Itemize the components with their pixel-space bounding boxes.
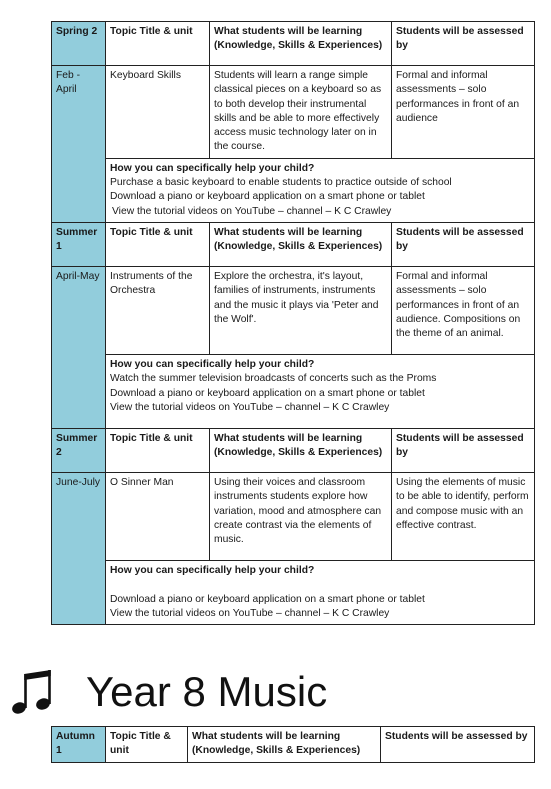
section-content-row xyxy=(52,266,535,354)
help-item: View the tutorial videos on YouTube – channel – K C Crawley xyxy=(110,401,390,413)
section-content-row xyxy=(52,66,535,159)
help-item: View the tutorial videos on YouTube – channel – K C Crawley xyxy=(110,607,390,619)
topic-header: Topic Title & unit xyxy=(106,428,210,472)
learning-description: Using their voices and classroom instruments students explore how variation, mood and atmosphere can create contrast via the elements of music. xyxy=(210,472,392,560)
help-heading: How you can specifically help your child? xyxy=(110,358,315,370)
help-item: Download a piano or keyboard application on a smart phone or tablet xyxy=(110,191,425,203)
learning-header: What students will be learning (Knowledge, Skills & Experiences) xyxy=(188,727,381,763)
period-label: Feb - April xyxy=(52,66,106,223)
help-row xyxy=(52,158,535,222)
learning-description: Students will learn a range simple classical pieces on a keyboard so as to both develop their instrumental skills and be able to more effectively access music technology later on in the course. xyxy=(210,66,392,159)
section-header-row xyxy=(52,428,535,472)
help-item: Download a piano or keyboard application on a smart phone or tablet xyxy=(110,593,425,605)
topic-header: Topic Title & unit xyxy=(106,727,188,763)
term-label: Summer 2 xyxy=(52,428,106,472)
term-label: Autumn 1 xyxy=(52,727,106,763)
music-note-icon xyxy=(10,666,54,718)
curriculum-table xyxy=(51,21,535,625)
assessed-header: Students will be assessed by xyxy=(392,428,535,472)
assessed-header: Students will be assessed by xyxy=(392,222,535,266)
topic-title: Instruments of the Orchestra xyxy=(106,266,210,354)
term-label: Summer 1 xyxy=(52,222,106,266)
help-cell xyxy=(106,560,535,624)
term-label: Spring 2 xyxy=(52,22,106,66)
learning-header: What students will be learning (Knowledge, Skills & Experiences) xyxy=(210,22,392,66)
topic-header: Topic Title & unit xyxy=(106,222,210,266)
help-cell xyxy=(106,158,535,222)
assessed-header: Students will be assessed by xyxy=(392,22,535,66)
help-item: Watch the summer television broadcasts of concerts such as the Proms xyxy=(110,373,437,385)
section-header-row xyxy=(52,22,535,66)
topic-header: Topic Title & unit xyxy=(106,22,210,66)
period-label: April-May xyxy=(52,266,106,428)
learning-header: What students will be learning (Knowledge, Skills & Experiences) xyxy=(210,222,392,266)
help-item xyxy=(110,578,530,592)
assessment-description: Formal and informal assessments – solo performances in front of an audience. Compositions on the theme of an animal. xyxy=(392,266,535,354)
section-header-row xyxy=(52,222,535,266)
assessment-description: Formal and informal assessments – solo performances in front of an audience xyxy=(392,66,535,159)
help-heading: How you can specifically help your child? xyxy=(110,162,315,174)
help-item: Purchase a basic keyboard to enable students to practice outside of school xyxy=(110,177,452,189)
learning-header: What students will be learning (Knowledge, Skills & Experiences) xyxy=(210,428,392,472)
help-item: Download a piano or keyboard application on a smart phone or tablet xyxy=(110,387,425,399)
topic-title: O Sinner Man xyxy=(106,472,210,560)
page-title: Year 8 Music xyxy=(86,668,328,715)
help-row xyxy=(52,354,535,428)
period-label: June-July xyxy=(52,472,106,624)
section-header-row xyxy=(52,727,535,763)
learning-description: Explore the orchestra, it's layout, families of instruments, instruments and the music it plays via 'Peter and the Wolf'. xyxy=(210,266,392,354)
topic-title: Keyboard Skills xyxy=(106,66,210,159)
assessed-header: Students will be assessed by xyxy=(381,727,535,763)
help-item: View the tutorial videos on YouTube – channel – K C Crawley xyxy=(112,205,392,217)
help-row xyxy=(52,560,535,624)
help-heading: How you can specifically help your child? xyxy=(110,564,315,576)
year8-table xyxy=(51,726,535,763)
help-cell xyxy=(106,354,535,428)
section-content-row xyxy=(52,472,535,560)
assessment-description: Using the elements of music to be able to identify, perform and compose music with an effective contrast. xyxy=(392,472,535,560)
